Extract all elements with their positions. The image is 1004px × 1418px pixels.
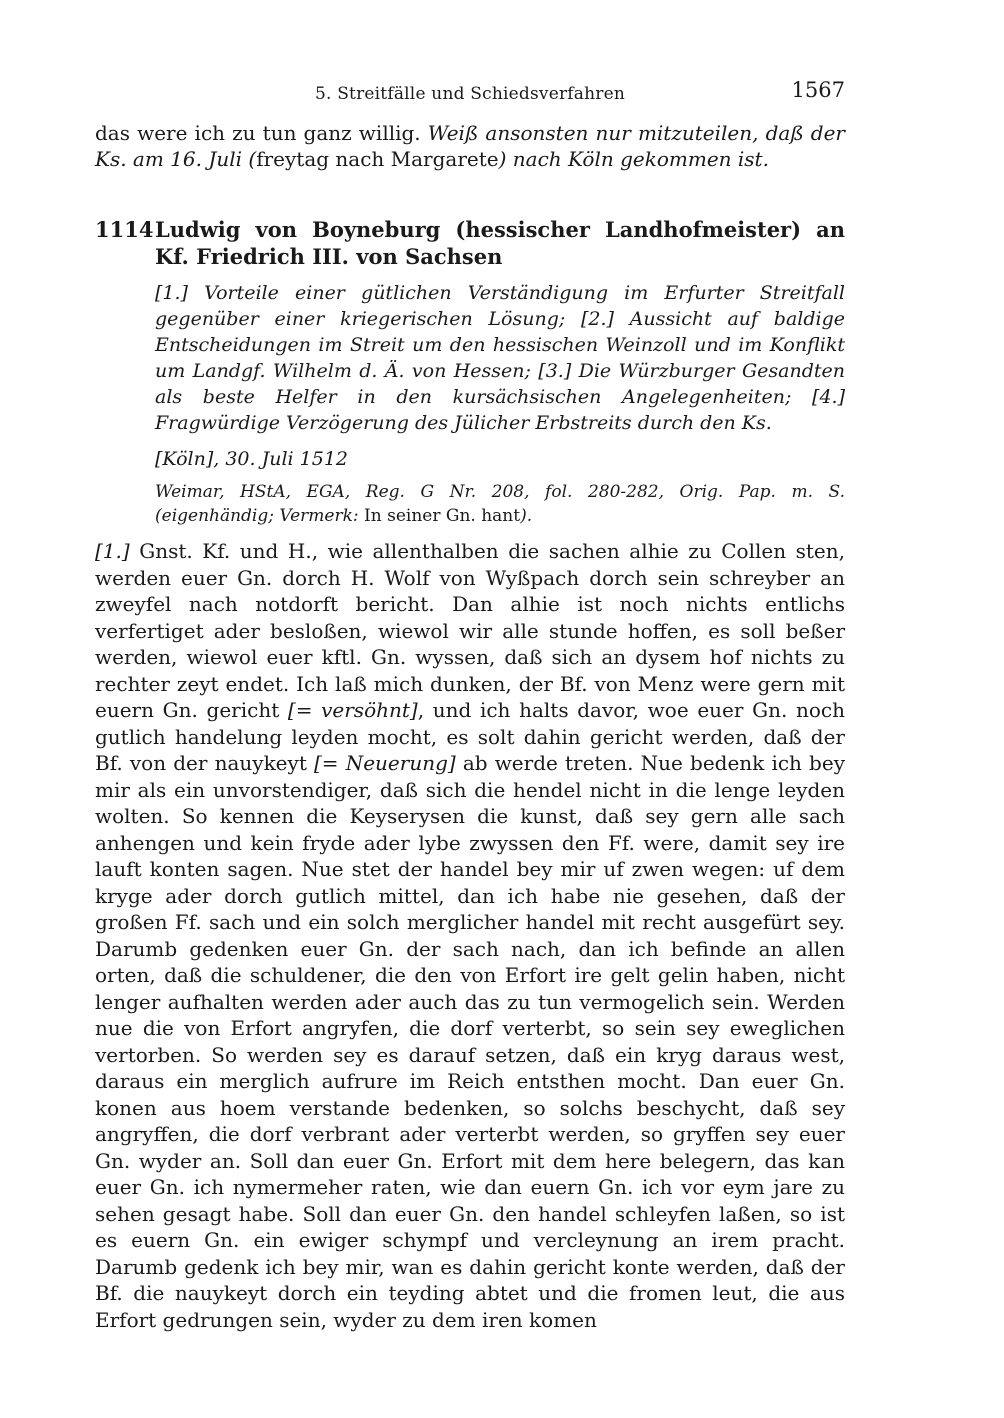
continuation-summary-2: ) nach Köln gekommen ist. [498,147,769,171]
entry-heading [95,216,845,270]
continuation-quote: freytag nach Margarete [256,147,499,171]
continuation-paragraph [95,120,845,172]
source-text: Weimar, HStA, EGA, Reg. G Nr. 208, fol. 280-282, Orig. Pap. m. S. (eigenhändig; Vermerk: [155,482,845,526]
entry-source [155,480,845,528]
body-text-2: , und ich halts davor, woe euer Gn. noch gutlich handelung leyden mocht, es solt dahin gericht werden, daß der Bf. von der nauykeyt [95,698,845,775]
source-close: ). [520,506,533,526]
entry-date: [Köln], 30. Juli 1512 [155,448,348,470]
letter-body [95,538,845,1333]
gloss-neuerung: [= Neuerung] [314,751,456,775]
running-head [95,78,845,114]
document-page [95,78,845,1353]
section-marker: [1.] [95,539,130,563]
continuation-summary-1: Weiß ansonsten nur mitzuteilen, daß der Ks. am 16. Juli ( [95,121,845,171]
body-text-1: Gnst. Kf. und H., wie allenthalben die sachen alhie zu Collen sten, werden euer Gn. dorch H. Wolf von Wyßpach dorch sein schreyber an zweyfel nach notdorft bericht. Dan alhie ist noch nichts entlichs verfertiget ader besloßen, wiewol wir alle stunde hoffen, es soll beßer werden, wiewol euer kftl. Gn. wyssen, daß sich an dysem hof nichts zu rechter zeyt endet. Ich laß mich dunken, der Bf. von Menz were gern mit euern Gn. gericht [95,539,845,722]
continuation-text-1: das were ich zu tun ganz willig. [95,121,428,145]
entry-number: 1114 [95,217,154,242]
running-head-title: 5. Streitfälle und Schiedsverfahren [314,84,626,104]
entry-summary: [1.] Vorteile einer gütlichen Verständigung im Erfurter Streitfall gegenüber einer kriegerischen Lösung; [2.] Aussicht auf baldige Entscheidungen im Streit um den hessischen Weinzoll und im Konflikt um Landgf. Wilhelm d. Ä. von Hessen; [3.] Die Würzburger Gesandten als beste Helfer in den kursächsischen Angelegenheiten; [4.] Fragwürdige Verzögerung des Jülicher Erbstreits durch den Ks. [155,282,845,434]
body-text-3: ab werde treten. Nue bedenk ich bey mir als ein unvorstendiger, daß sich die hendel nicht in die lenge leyden wolten. So kennen die Keyserysen die kunst, daß sey gern alle sach anhengen und kein fryde ader lybe zwyssen den Ff. were, damit sey ire lauft konten sagen. Nue stet der handel bey mir uf zwen wegen: uf dem kryge ader dorch gutlich mittel, dan ich habe nie gesehen, daß der großen Ff. sach und ein solch merglicher handel mit recht ausgefürt sey. Darumb gedenken euer Gn. der sach nach, dan ich befinde an allen orten, daß die schuldener, die den von Erfort ire gelt gelin haben, nicht lenger aufhalten werden ader auch das zu tun vermogelich sein. Werden nue die von Erfort angryfen, die dorf verterbt, so sein sey eweglichen vertorben. So werden sey es darauf setzen, daß ein kryg daraus west, daraus ein merglich aufrure im Reich entsthen mocht. Dan euer Gn. konen aus hoem verstande bedenken, so solchs beschycht, daß sey angryffen, die dorf verbrant ader verterbt werden, so gryffen sey euer Gn. wyder an. Soll dan euer Gn. Erfort mit dem here belegern, das kan euer Gn. ich nymermeher raten, wie dan euern Gn. ich vor eym jare zu sehen gesagt habe. Soll dan euer Gn. den handel schleyfen laßen, so ist es euern Gn. ein ewiger schympf und vercleynung an irem pracht. Darumb gedenk ich bey mir, wan es dahin gericht konte werden, daß der Bf. die nauykeyt dorch ein teyding abtet und die fromen leut, die aus Erfort gedrungen sein, wyder zu dem iren komen [95,751,845,1332]
page-number: 1567 [791,78,845,102]
source-note: In seiner Gn. hant [364,506,521,526]
gloss-versoehnt: [= versöhnt] [287,698,418,722]
entry-title: Ludwig von Boyneburg (hessischer Landhofmeister) an Kf. Friedrich III. von Sachsen [155,217,845,269]
